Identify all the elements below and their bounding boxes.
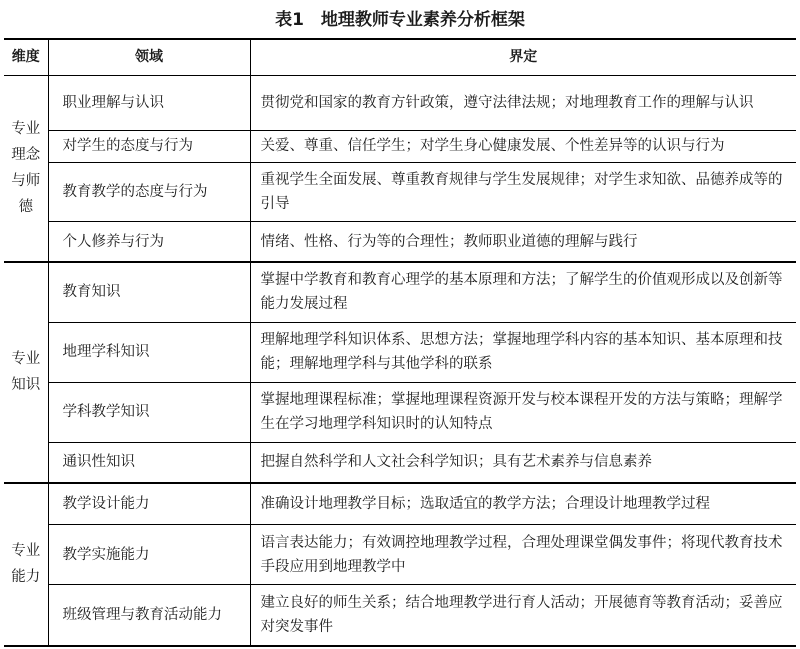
table-row	[4, 75, 796, 130]
table-row	[4, 584, 796, 646]
dimension-cell	[4, 483, 48, 646]
table-caption: 表1 地理教师专业素养分析框架	[275, 10, 525, 30]
domain-cell: 对学生的态度与行为	[48, 130, 250, 162]
domain-cell: 学科教学知识	[48, 382, 250, 443]
definition-cell: 掌握中学教育和教育心理学的基本原理和方法；了解学生的价值观形成以及创新等能力发展过程	[250, 262, 796, 323]
definition-cell: 关爱、尊重、信任学生；对学生身心健康发展、个性差异等的认识与行为	[250, 130, 796, 162]
table-row	[4, 322, 796, 382]
definition-cell: 语言表达能力；有效调控地理教学过程，合理处理课堂偶发事件；将现代教育技术手段应用到地理教学中	[250, 525, 796, 585]
definition-cell: 贯彻党和国家的教育方针政策，遵守法律法规；对地理教育工作的理解与认识	[250, 75, 796, 130]
framework-table	[4, 38, 796, 647]
dimension-label: 专业能力	[11, 543, 41, 586]
definition-cell: 情绪、性格、行为等的合理性；教师职业道德的理解与践行	[250, 222, 796, 262]
definition-cell: 掌握地理课程标准；掌握地理课程资源开发与校本课程开发的方法与策略；理解学生在学习地理学科知识时的认知特点	[250, 382, 796, 443]
dimension-label: 专业理念与师德	[11, 121, 41, 216]
domain-cell: 教学实施能力	[48, 525, 250, 585]
domain-cell: 教学设计能力	[48, 483, 250, 525]
header-dimension: 维度	[4, 39, 48, 75]
header-row	[4, 39, 796, 75]
domain-cell: 班级管理与教育活动能力	[48, 584, 250, 646]
table-row	[4, 222, 796, 262]
dimension-cell	[4, 262, 48, 483]
table-row	[4, 382, 796, 443]
definition-cell: 理解地理学科知识体系、思想方法；掌握地理学科内容的基本知识、基本原理和技能；理解地理学科与其他学科的联系	[250, 322, 796, 382]
domain-cell: 个人修养与行为	[48, 222, 250, 262]
table-row	[4, 162, 796, 222]
domain-cell: 教育知识	[48, 262, 250, 323]
table-row	[4, 525, 796, 585]
domain-cell: 地理学科知识	[48, 322, 250, 382]
domain-cell: 教育教学的态度与行为	[48, 162, 250, 222]
table-row	[4, 262, 796, 323]
header-domain: 领域	[48, 39, 250, 75]
table-row	[4, 483, 796, 525]
dimension-cell	[4, 75, 48, 262]
domain-cell: 职业理解与认识	[48, 75, 250, 130]
definition-cell: 重视学生全面发展、尊重教育规律与学生发展规律；对学生求知欲、品德养成等的引导	[250, 162, 796, 222]
table-row	[4, 443, 796, 483]
definition-cell: 把握自然科学和人文社会科学知识；具有艺术素养与信息素养	[250, 443, 796, 483]
header-definition: 界定	[250, 39, 796, 75]
dimension-label: 专业知识	[11, 351, 41, 394]
definition-cell: 建立良好的师生关系；结合地理教学进行育人活动；开展德育等教育活动；妥善应对突发事件	[250, 584, 796, 646]
definition-cell: 准确设计地理教学目标；选取适宜的教学方法；合理设计地理教学过程	[250, 483, 796, 525]
table-row	[4, 130, 796, 162]
domain-cell: 通识性知识	[48, 443, 250, 483]
